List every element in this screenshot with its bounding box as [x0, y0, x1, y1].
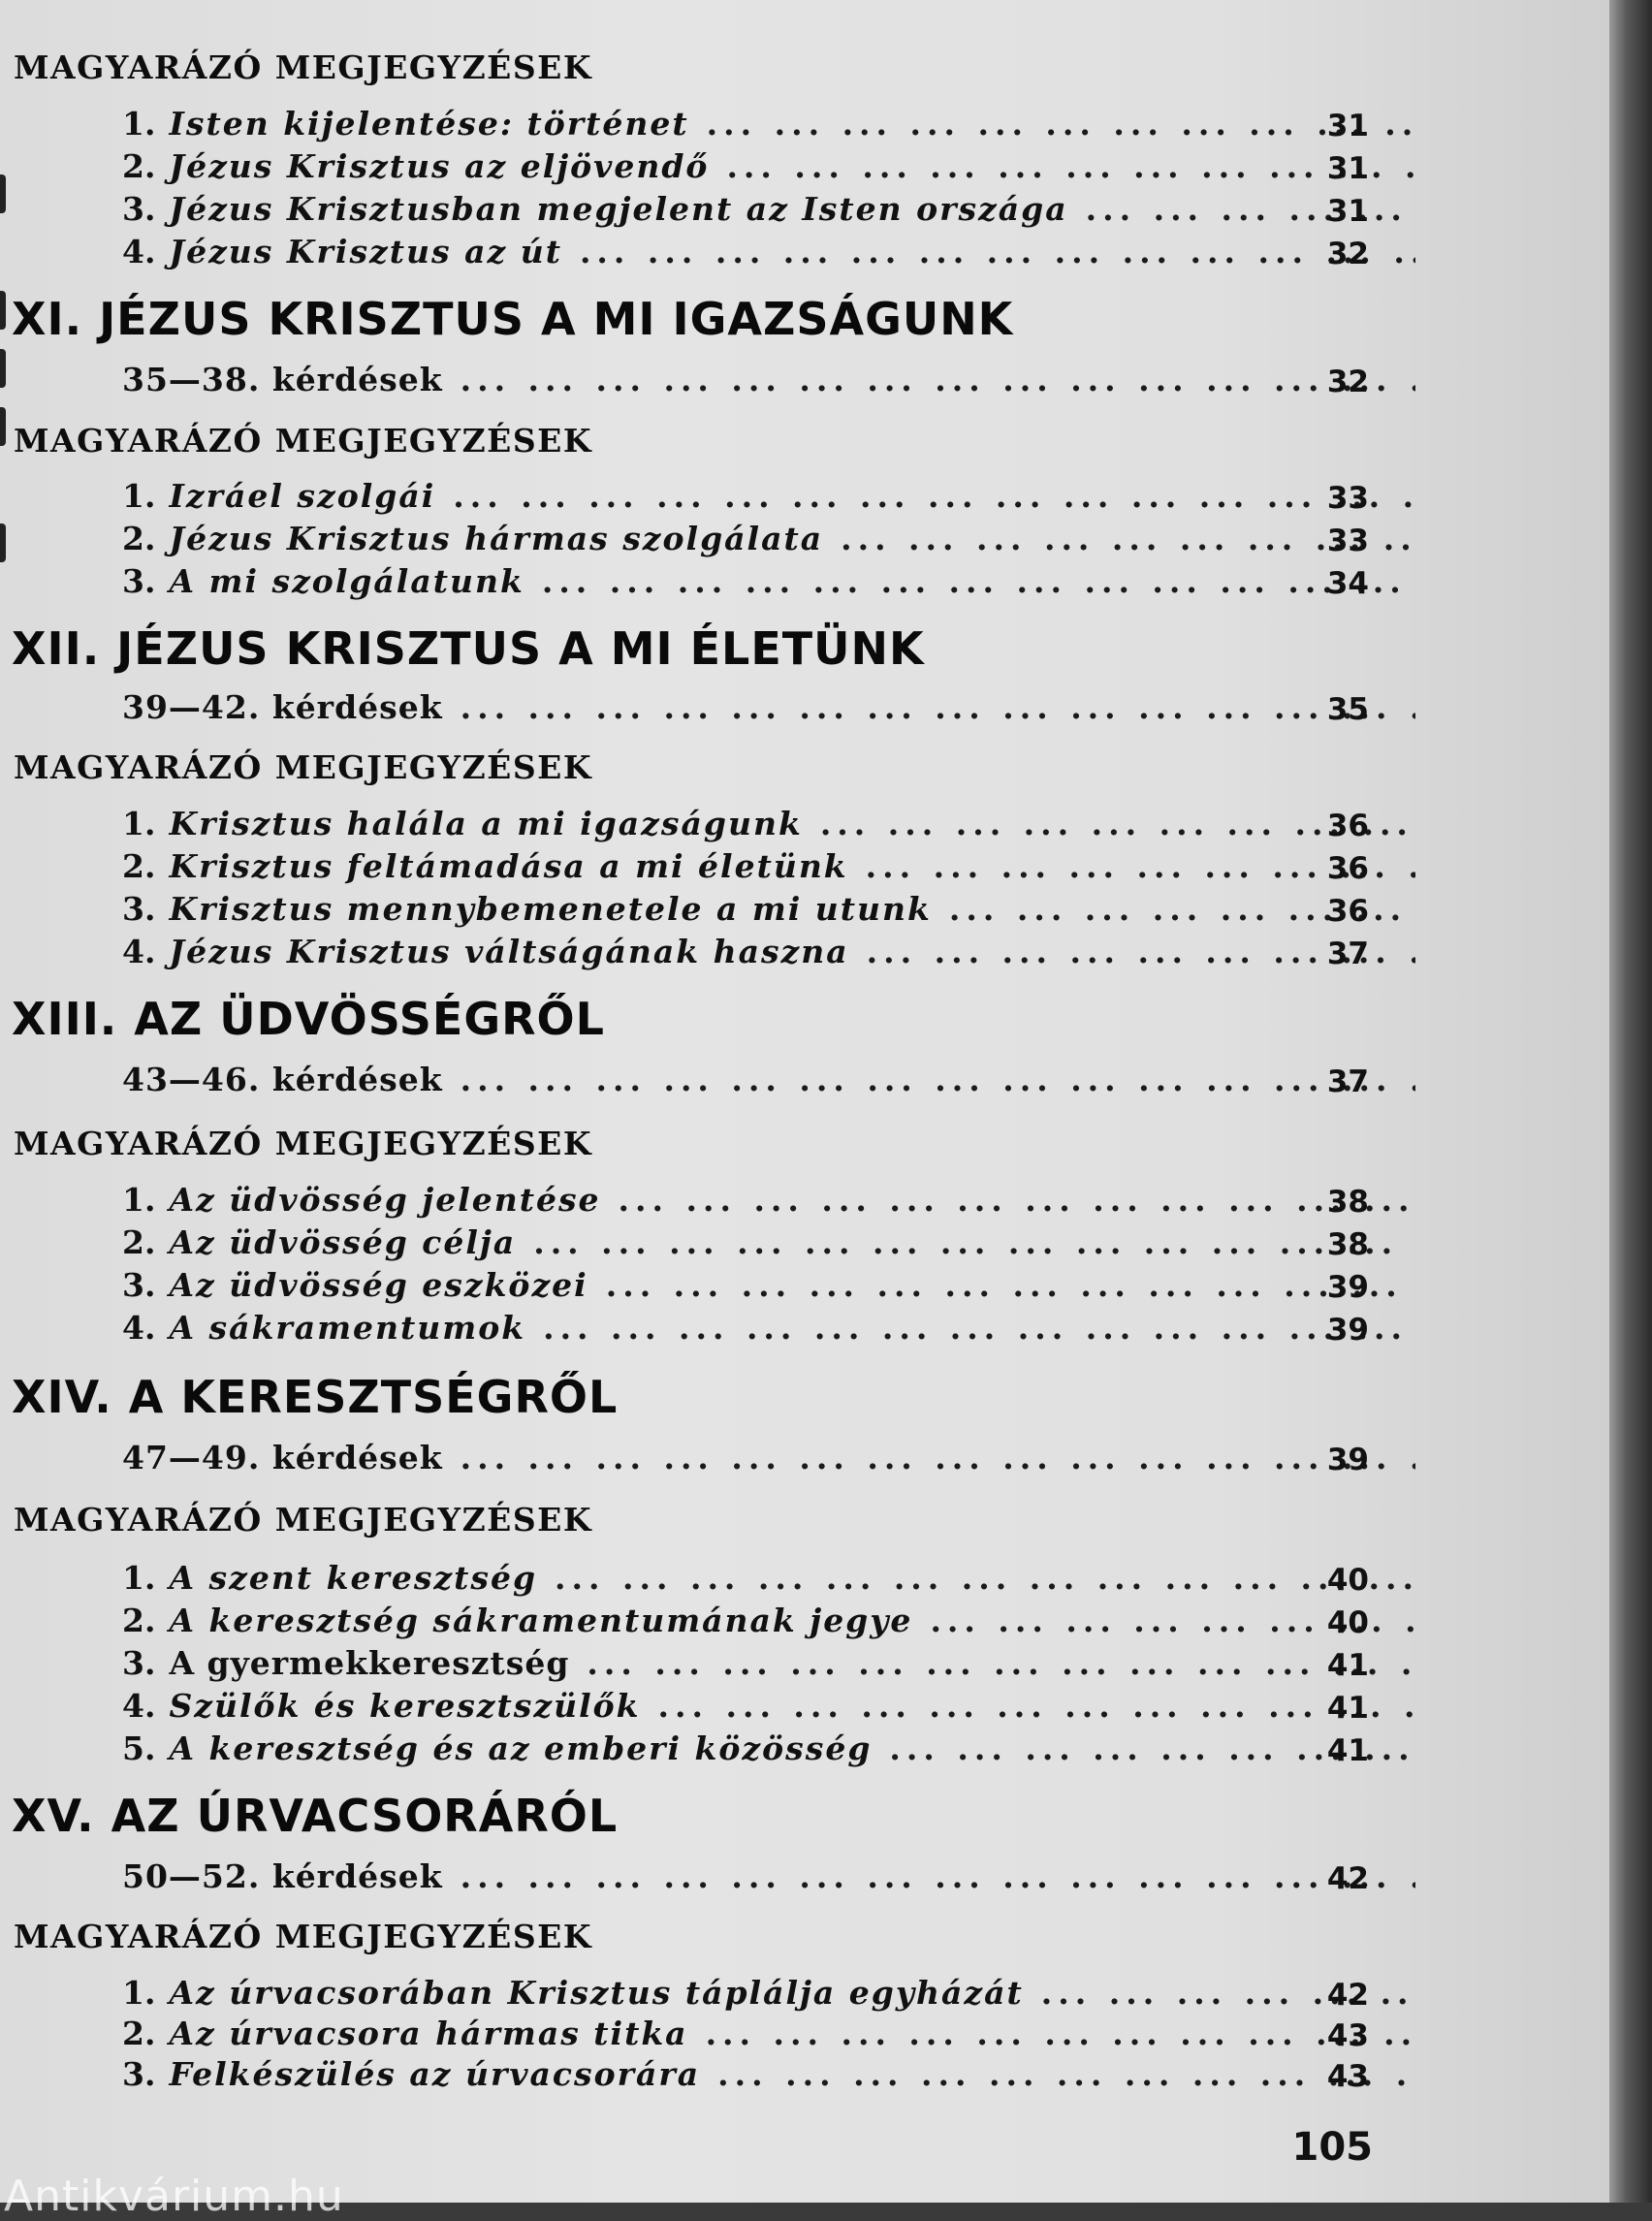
toc-entry: [122, 1687, 1415, 1725]
dot-leader: [587, 1644, 1415, 1682]
dot-leader: [533, 1223, 1415, 1261]
entry-page-number: 38: [1326, 1227, 1369, 1262]
entry-number: 4.: [122, 1687, 156, 1725]
toc-entry: [122, 688, 1415, 726]
toc-entry: [122, 805, 1415, 842]
dot-leader: [658, 1687, 1415, 1725]
toc-entry: [122, 562, 1415, 600]
entry-page-number: 39: [1326, 1443, 1369, 1477]
chapter-heading: XII. JÉZUS KRISZTUS A MI ÉLETÜNK: [12, 622, 925, 675]
entry-title: A gyermekkeresztség: [169, 1644, 570, 1682]
entry-title: 43—46. kérdések: [122, 1061, 443, 1098]
chapter-heading: XI. JÉZUS KRISZTUS A MI IGAZSÁGUNK: [12, 293, 1014, 345]
dot-leader: [619, 1181, 1415, 1219]
explanatory-notes-heading: MAGYARÁZÓ MEGJEGYZÉSEK: [14, 48, 592, 86]
entry-number: 2.: [122, 147, 156, 185]
dot-leader: [543, 1309, 1415, 1347]
entry-title: Az üdvösség eszközei: [169, 1266, 588, 1304]
entry-title: Jézus Krisztusban megjelent az Isten országa: [169, 190, 1068, 228]
entry-title: Izráel szolgái: [169, 477, 436, 515]
toc-entry: [122, 847, 1415, 885]
entry-number: 2.: [122, 847, 156, 885]
entry-page-number: 32: [1326, 237, 1369, 271]
entry-title: Jézus Krisztus hármas szolgálata: [169, 520, 824, 557]
entry-title: 50—52. kérdések: [122, 1857, 443, 1895]
explanatory-notes-heading: MAGYARÁZÓ MEGJEGYZÉSEK: [14, 1501, 592, 1539]
dot-leader: [707, 105, 1415, 143]
entry-title: A szent keresztség: [169, 1559, 538, 1597]
entry-page-number: 37: [1326, 936, 1369, 971]
entry-title: Krisztus halála a mi igazságunk: [169, 805, 803, 842]
dot-leader: [580, 233, 1415, 270]
entry-title: Felkészülés az úrvacsorára: [169, 2055, 701, 2093]
entry-page-number: 43: [1326, 2059, 1369, 2094]
toc-entry: [122, 2015, 1415, 2052]
dot-leader: [461, 361, 1415, 398]
entry-number: 4.: [122, 933, 156, 970]
entry-title: A keresztség és az emberi közösség: [169, 1729, 873, 1767]
entry-page-number: 39: [1326, 1313, 1369, 1348]
entry-page-number: 31: [1326, 109, 1369, 143]
explanatory-notes-heading: MAGYARÁZÓ MEGJEGYZÉSEK: [14, 1918, 592, 1955]
entry-title: Isten kijelentése: történet: [169, 105, 689, 143]
entry-number: 1.: [122, 105, 156, 143]
entry-title: Krisztus feltámadása a mi életünk: [169, 847, 848, 885]
entry-title: A mi szolgálatunk: [169, 562, 524, 600]
entry-title: A keresztség sákramentumának jegye: [169, 1602, 913, 1639]
entry-title: Krisztus mennybemenetele a mi utunk: [169, 890, 932, 928]
entry-title: Jézus Krisztus váltságának haszna: [169, 933, 849, 970]
entry-number: 1.: [122, 1181, 156, 1219]
entry-page-number: 42: [1326, 1861, 1369, 1896]
entry-number: 3.: [122, 890, 156, 928]
entry-number: 2.: [122, 2015, 156, 2052]
entry-number: 1.: [122, 477, 156, 515]
toc-entry: [122, 1223, 1415, 1261]
toc-entry: [122, 520, 1415, 557]
entry-title: 47—49. kérdések: [122, 1439, 443, 1476]
toc-entry: [122, 933, 1415, 970]
entry-page-number: 43: [1326, 2018, 1369, 2053]
entry-number: 2.: [122, 1602, 156, 1639]
chapter-heading: XIV. A KERESZTSÉGRŐL: [12, 1371, 619, 1423]
left-margin-marks: [0, 0, 10, 2203]
entry-title: Az üdvösség célja: [169, 1223, 517, 1261]
entry-title: 35—38. kérdések: [122, 361, 443, 398]
book-spine-shadow: [1609, 0, 1652, 2203]
entry-page-number: 31: [1326, 151, 1369, 186]
entry-title: Jézus Krisztus az eljövendő: [169, 147, 710, 185]
entry-page-number: 36: [1326, 809, 1369, 843]
toc-entry: [122, 1061, 1415, 1098]
toc-entry: [122, 105, 1415, 143]
chapter-heading: XIII. AZ ÜDVÖSSÉGRŐL: [12, 993, 605, 1045]
dot-leader: [555, 1559, 1415, 1597]
toc-entry: [122, 1857, 1415, 1895]
entry-page-number: 36: [1326, 894, 1369, 929]
entry-page-number: 36: [1326, 851, 1369, 886]
entry-title: 39—42. kérdések: [122, 688, 443, 726]
entry-number: 1.: [122, 805, 156, 842]
entry-page-number: 34: [1326, 566, 1369, 601]
entry-page-number: 41: [1326, 1733, 1369, 1768]
toc-entry: [122, 190, 1415, 228]
dot-leader: [453, 477, 1415, 515]
entry-number: 3.: [122, 190, 156, 228]
entry-number: 1.: [122, 1974, 156, 2012]
entry-page-number: 41: [1326, 1648, 1369, 1683]
toc-entry: [122, 1439, 1415, 1476]
entry-page-number: 41: [1326, 1691, 1369, 1726]
entry-number: 3.: [122, 2055, 156, 2093]
toc-entry: [122, 1974, 1415, 2012]
entry-page-number: 33: [1326, 524, 1369, 558]
entry-page-number: 40: [1326, 1563, 1369, 1598]
entry-page-number: 40: [1326, 1605, 1369, 1640]
toc-entry: [122, 1644, 1415, 1682]
dot-leader: [706, 2015, 1415, 2052]
explanatory-notes-heading: MAGYARÁZÓ MEGJEGYZÉSEK: [14, 422, 592, 460]
toc-entry: [122, 1602, 1415, 1639]
explanatory-notes-heading: MAGYARÁZÓ MEGJEGYZÉSEK: [14, 748, 592, 786]
entry-number: 5.: [122, 1729, 156, 1767]
toc-entry: [122, 233, 1415, 270]
entry-number: 3.: [122, 562, 156, 600]
entry-number: 2.: [122, 520, 156, 557]
watermark: Antikvárium.hu: [4, 2172, 344, 2221]
entry-number: 1.: [122, 1559, 156, 1597]
entry-number: 4.: [122, 233, 156, 270]
toc-entry: [122, 1181, 1415, 1219]
entry-number: 3.: [122, 1644, 156, 1682]
entry-title: Az úrvacsora hármas titka: [169, 2015, 688, 2052]
entry-page-number: 35: [1326, 692, 1369, 727]
toc-entry: [122, 477, 1415, 515]
dot-leader: [461, 688, 1415, 726]
entry-title: Az úrvacsorában Krisztus táplálja egyházát: [169, 1974, 1024, 2012]
entry-page-number: 39: [1326, 1270, 1369, 1305]
entry-title: A sákramentumok: [169, 1309, 526, 1347]
toc-entry: [122, 147, 1415, 185]
toc-entry: [122, 1729, 1415, 1767]
entry-number: 2.: [122, 1223, 156, 1261]
dot-leader: [461, 1439, 1415, 1476]
dot-leader: [606, 1266, 1415, 1304]
explanatory-notes-heading: MAGYARÁZÓ MEGJEGYZÉSEK: [14, 1125, 592, 1162]
toc-entry: [122, 1559, 1415, 1597]
entry-page-number: 31: [1326, 194, 1369, 229]
entry-number: 4.: [122, 1309, 156, 1347]
toc-entry: [122, 890, 1415, 928]
entry-title: Jézus Krisztus az út: [169, 233, 562, 270]
entry-page-number: 32: [1326, 365, 1369, 399]
entry-title: Az üdvösség jelentése: [169, 1181, 601, 1219]
page-number: 105: [1291, 2125, 1373, 2170]
entry-page-number: 37: [1326, 1064, 1369, 1099]
toc-entry: [122, 1266, 1415, 1304]
chapter-heading: XV. AZ ÚRVACSORÁRÓL: [12, 1790, 619, 1842]
dot-leader: [542, 562, 1415, 600]
dot-leader: [461, 1061, 1415, 1098]
entry-number: 3.: [122, 1266, 156, 1304]
dot-leader: [461, 1857, 1415, 1895]
entry-page-number: 42: [1326, 1978, 1369, 2013]
entry-page-number: 33: [1326, 481, 1369, 516]
toc-entry: [122, 2055, 1415, 2093]
toc-entry: [122, 1309, 1415, 1347]
entry-title: Szülők és keresztszülők: [169, 1687, 641, 1725]
show-through-text: [679, 39, 695, 93]
toc-entry: [122, 361, 1415, 398]
entry-page-number: 38: [1326, 1185, 1369, 1220]
